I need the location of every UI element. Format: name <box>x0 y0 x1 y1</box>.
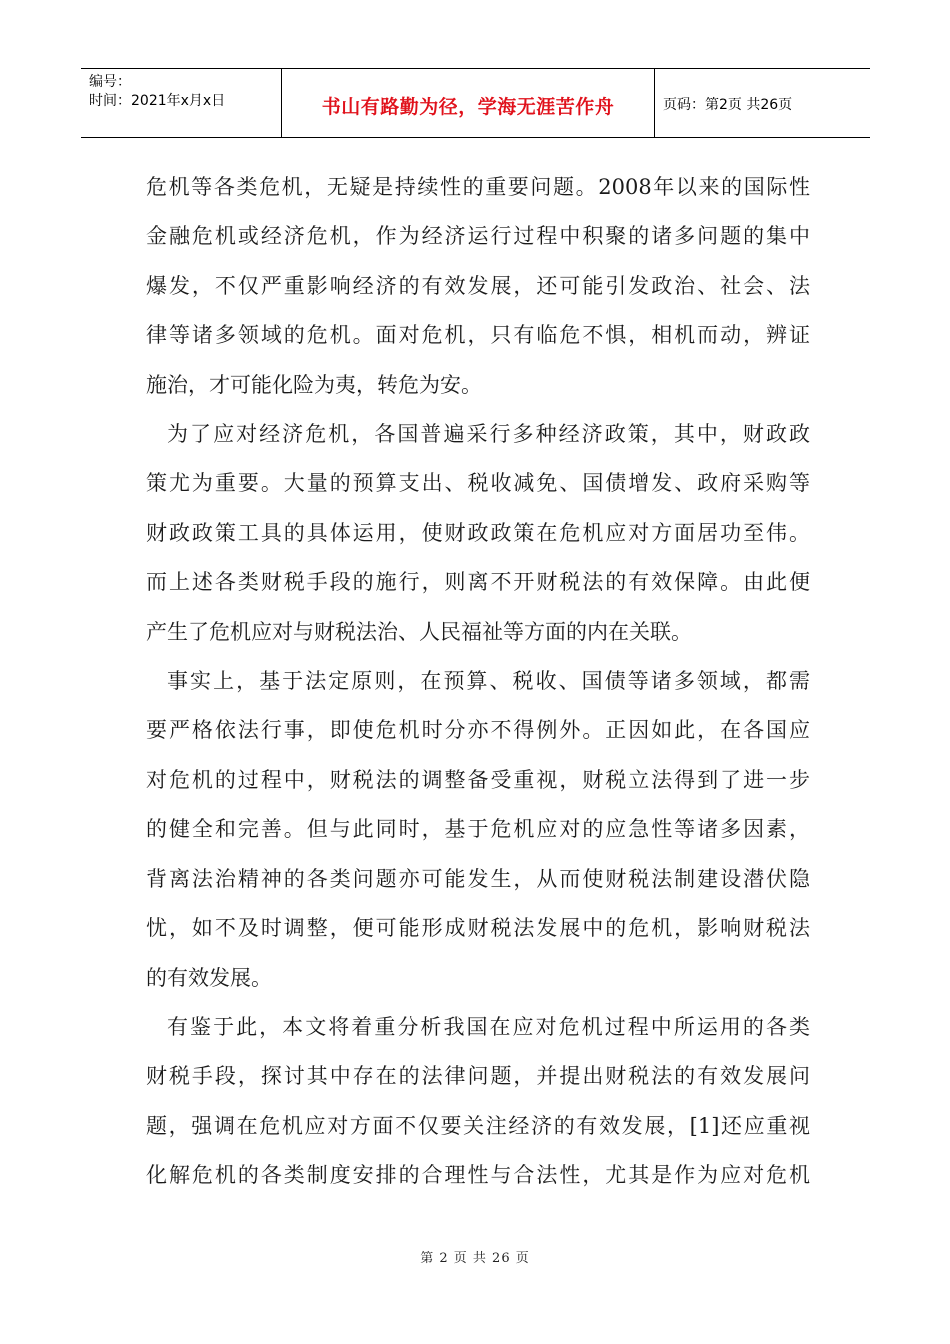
body-text-line: 的有效发展。 <box>146 965 272 990</box>
body-text-line: 化解危机的各类制度安排的合理性与合法性，尤其是作为应对危机 <box>146 1163 810 1188</box>
header-page-label: 页码：第2页 共26页 <box>663 97 793 113</box>
body-text-line: 背离法治精神的各类问题亦可能发生，从而使财税法制建设潜伏隐 <box>146 866 810 891</box>
body-text-line: 的健全和完善。但与此同时，基于危机应对的应急性等诸多因素， <box>146 817 810 842</box>
body-text-line: 对危机的过程中，财税法的调整备受重视，财税立法得到了进一步 <box>146 767 810 792</box>
body-text-line: 忧，如不及时调整，便可能形成财税法发展中的危机，影响财税法 <box>146 916 810 941</box>
body-text-line: 题，强调在危机应对方面不仅要关注经济的有效发展，[1]还应重视 <box>146 1113 810 1138</box>
body-text-line: 危机等各类危机，无疑是持续性的重要问题。2008年以来的国际性 <box>146 175 810 199</box>
body-text-line: 产生了危机应对与财税法治、人民福祉等方面的内在关联。 <box>146 619 692 644</box>
body-text-line: 为了应对经济危机，各国普遍采行多种经济政策，其中，财政政 <box>167 422 810 447</box>
body-text-line: 事实上，基于法定原则，在预算、税收、国债等诸多领域，都需 <box>167 669 810 694</box>
body-text-line: 爆发，不仅严重影响经济的有效发展，还可能引发政治、社会、法 <box>146 273 810 298</box>
header-page-cell <box>655 69 870 137</box>
header-meta-cell <box>81 69 282 137</box>
document-body <box>146 163 810 1201</box>
body-text-line: 施治，才可能化险为夷，转危为安。 <box>146 372 482 397</box>
body-text-line: 而上述各类财税手段的施行，则离不开财税法的有效保障。由此便 <box>146 570 810 595</box>
header-motto-cell <box>282 69 655 137</box>
body-text-line: 要严格依法行事，即使危机时分亦不得例外。正因如此，在各国应 <box>146 718 810 743</box>
body-text-line: 有鉴于此，本文将着重分析我国在应对危机过程中所运用的各类 <box>167 1014 810 1039</box>
body-text-line: 金融危机或经济危机，作为经济运行过程中积聚的诸多问题的集中 <box>146 224 810 249</box>
document-number-label: 编号： <box>89 74 131 90</box>
page-footer: 第 2 页 共 26 页 <box>420 1251 530 1266</box>
body-text-line: 财政政策工具的具体运用，使财政政策在危机应对方面居功至伟。 <box>146 520 810 545</box>
body-text-line: 策尤为重要。大量的预算支出、税收减免、国债增发、政府采购等 <box>146 471 810 496</box>
body-text-line: 律等诸多领域的危机。面对危机，只有临危不惧，相机而动，辨证 <box>146 323 810 348</box>
document-header <box>81 68 870 138</box>
body-text-line: 财税手段，探讨其中存在的法律问题，并提出财税法的有效发展问 <box>146 1064 810 1089</box>
header-motto: 书山有路勤为径，学海无涯苦作舟 <box>321 95 615 118</box>
document-date-label: 时间：2021年x月x日 <box>89 93 226 109</box>
